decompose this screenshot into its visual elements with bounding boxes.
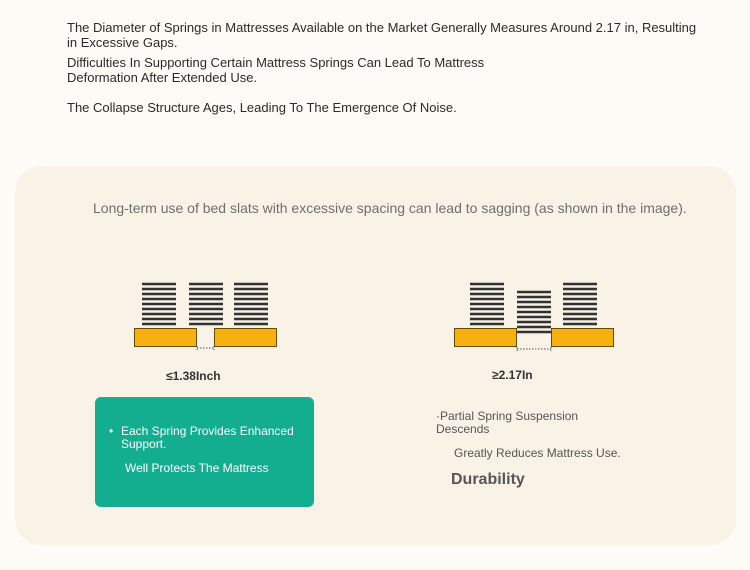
drawback-item: Greatly Reduces Mattress Use.	[454, 446, 621, 460]
drawback-item: ·Partial Spring Suspension Descends	[436, 409, 579, 436]
intro-line-3: The Collapse Structure Ages, Leading To The Emergence Of Noise.	[67, 100, 457, 115]
bullet-icon: •	[109, 424, 114, 438]
small-gap-diagram	[130, 278, 280, 353]
intro-line-2: Difficulties In Supporting Certain Mattress Springs Can Lead To Mattress Deformation After Extended Use.	[67, 55, 485, 85]
gap-marker	[197, 346, 214, 350]
spring-icon	[189, 284, 223, 324]
bed-slat	[215, 329, 277, 347]
durability-label: Durability	[451, 471, 525, 488]
benefit-item: Well Protects The Mattress	[125, 461, 269, 475]
bed-slat	[135, 329, 197, 347]
benefit-item	[109, 425, 309, 451]
small-gap-illustration	[130, 278, 280, 353]
bed-slat	[455, 329, 517, 347]
benefits-card	[95, 397, 314, 507]
comparison-caption: Long-term use of bed slats with excessive spacing can lead to sagging (as shown in the image).	[93, 200, 687, 216]
spring-icon	[470, 284, 504, 324]
gap-marker	[517, 347, 551, 351]
sagging-spring-icon	[517, 292, 551, 332]
large-gap-diagram	[450, 278, 620, 353]
spring-icon	[234, 284, 268, 324]
benefit-text: Each Spring Provides Enhanced Support.	[121, 424, 294, 451]
large-gap-label: ≥2.17In	[492, 368, 533, 382]
bed-slat	[552, 329, 614, 347]
large-gap-illustration	[450, 278, 620, 353]
spring-icon	[142, 284, 176, 324]
spring-icon	[563, 284, 597, 324]
intro-line-1: The Diameter of Springs in Mattresses Available on the Market Generally Measures Around 2.17 in, Resulting in Excessive Gaps.	[67, 20, 697, 50]
small-gap-label: ≤1.38Inch	[166, 369, 221, 383]
